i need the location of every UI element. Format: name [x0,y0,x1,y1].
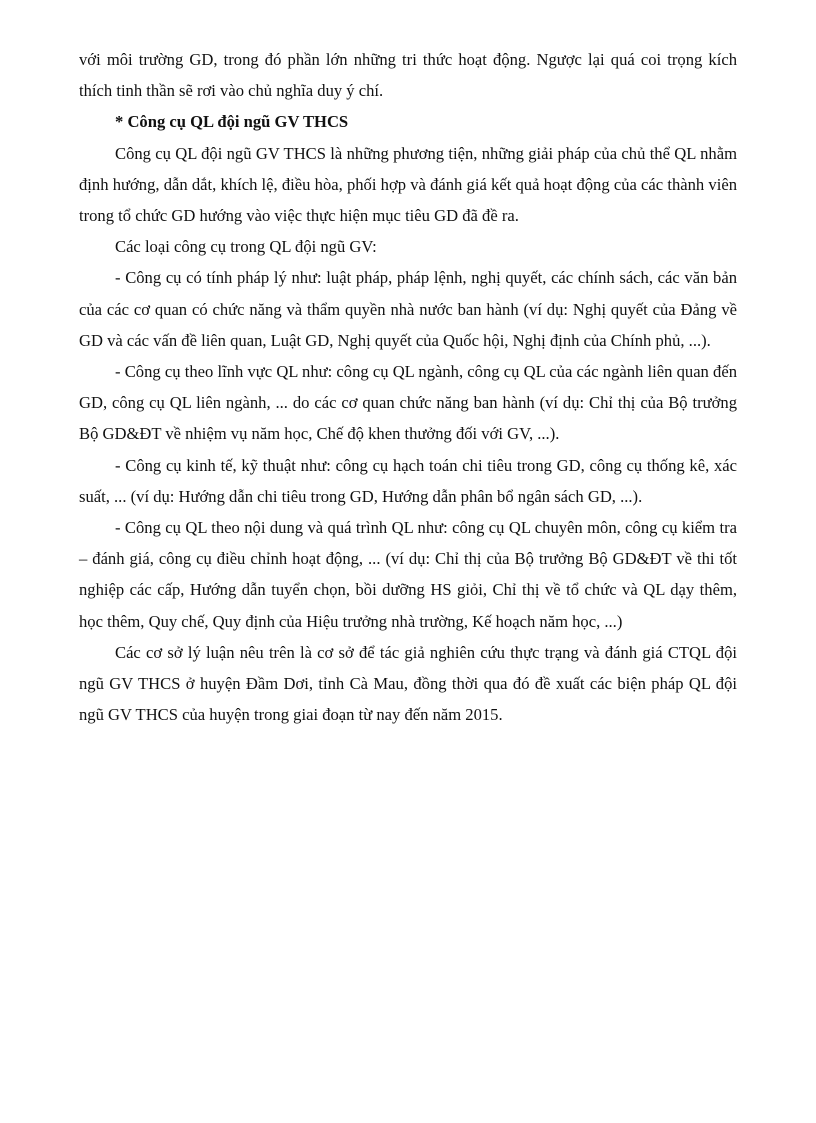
list-item-content-process-tools: - Công cụ QL theo nội dung và quá trình QL như: công cụ QL chuyên môn, công cụ kiểm tra – đánh giá, công cụ điều chỉnh hoạt động, ... (ví dụ: Chỉ thị của Bộ trưởng Bộ GD&ĐT về thi tốt nghiệp các cấp, Hướng dẫn tuyển chọn, bồi dưỡng HS giỏi, Chỉ thị về tổ chức và QL dạy thêm, học thêm, Quy chế, Quy định của Hiệu trưởng nhà trường, Kế hoạch năm học, ...) [79,518,737,631]
paragraph-conclusion: Các cơ sở lý luận nêu trên là cơ sở để tác giả nghiên cứu thực trạng và đánh giá CTQL đội ngũ GV THCS ở huyện Đầm Dơi, tỉnh Cà Mau, đồng thời qua đó đề xuất các biện pháp QL đội ngũ GV THCS của huyện trong giai đoạn từ nay đến năm 2015. [79,642,737,725]
paragraph-definition: Công cụ QL đội ngũ GV THCS là những phương tiện, những giải pháp của chủ thể QL nhằm định hướng, dẫn dắt, khích lệ, điều hòa, phối hợp và đánh giá kết quả hoạt động của các thành viên trong tổ chức GD hướng vào việc thực hiện mục tiêu GD đã đề ra. [79,143,737,226]
list-item-legal-tools: - Công cụ có tính pháp lý như: luật pháp, pháp lệnh, nghị quyết, các chính sách, các văn bản của các cơ quan có chức năng và thẩm quyền nhà nước ban hành (ví dụ: Nghị quyết của Đảng về GD và các vấn đề liên quan, Luật GD, Nghị quyết của Quốc hội, Nghị định của Chính phủ, ...). [79,268,737,350]
document-page [79,44,737,730]
section-heading: * Công cụ QL đội ngũ GV THCS [115,112,349,132]
list-item-economic-tools: - Công cụ kinh tế, kỹ thuật như: công cụ hạch toán chi tiêu trong GD, công cụ thống kê, xác suất, ... (ví dụ: Hướng dẫn chi tiêu trong GD, Hướng dẫn phân bổ ngân sách GD, ...). [79,455,737,506]
list-item-domain-tools: - Công cụ theo lĩnh vực QL như: công cụ QL ngành, công cụ QL của các ngành liên quan đến GD, công cụ QL liên ngành, ... do các cơ quan chức năng ban hành (ví dụ: Chỉ thị của Bộ trưởng Bộ GD&ĐT về nhiệm vụ năm học, Chế độ khen thưởng đối với GV, ...). [79,362,737,444]
paragraph-tool-types-intro: Các loại công cụ trong QL đội ngũ GV: [115,237,377,257]
paragraph-continuation: với môi trường GD, trong đó phần lớn những tri thức hoạt động. Ngược lại quá coi trọng kích thích tinh thần sẽ rơi vào chủ nghĩa duy ý chí. [79,50,737,101]
